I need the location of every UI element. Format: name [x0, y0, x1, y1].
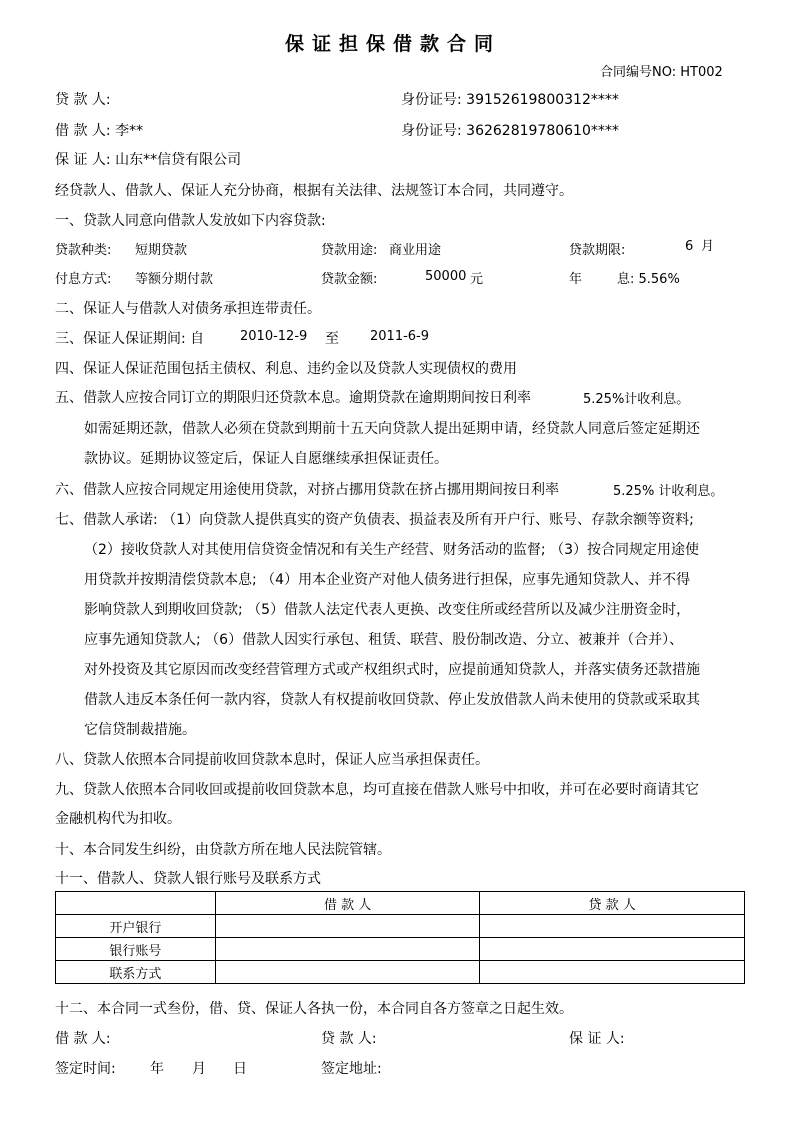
contract-title: 保证担保借款合同: [285, 33, 502, 55]
table-cell[interactable]: [480, 961, 745, 984]
loan-term-label: 贷款期限:: [569, 243, 626, 258]
bank-info-table: [55, 891, 745, 984]
clause-8: 八、贷款人依照本合同提前收回贷款本息时，保证人应当承担保责任。: [55, 752, 489, 768]
pay-method-value: 等额分期付款: [135, 272, 214, 287]
sign-place: 签定地址:: [321, 1061, 382, 1077]
clause-10: 十、本合同发生纠纷，由贷款方所在地人民法院管辖。: [55, 842, 391, 858]
table-cell[interactable]: [480, 938, 745, 961]
loan-type-label: 贷款种类:: [55, 243, 112, 258]
table-row-label: 联系方式: [56, 961, 216, 984]
loan-use-value: 商业用途: [389, 243, 442, 258]
clause-9-line: 金融机构代为扣收。: [55, 811, 181, 827]
sign-borrower: 借 款 人:: [55, 1031, 111, 1047]
clause-5-line-1a: 五、借款人应按合同订立的期限归还贷款本息。逾期贷款在逾期期间按日利率: [55, 390, 531, 406]
lender-id: 身份证号: 39152619800312****: [401, 92, 619, 108]
clause-6b: 5.25% 计收利息。: [613, 484, 724, 499]
pay-method-label: 付息方式:: [55, 272, 112, 287]
loan-type-value: 短期贷款: [135, 243, 188, 258]
clause-11: 十一、借款人、贷款人银行账号及联系方式: [55, 871, 321, 887]
guarantee-start-date: 2010-12-9: [240, 329, 308, 344]
borrower-label: 借 款 人: 李**: [55, 123, 144, 139]
sign-lender: 贷 款 人:: [321, 1031, 377, 1047]
table-cell[interactable]: [215, 915, 480, 938]
table-header-cell: [56, 892, 216, 915]
lender-label: 贷 款 人:: [55, 92, 111, 108]
guarantor-label: 保 证 人: 山东**信贷有限公司: [55, 152, 242, 168]
clause-12: 十二、本合同一式叁份，借、贷、保证人各执一份，本合同自各方签章之日起生效。: [55, 1001, 573, 1017]
table-cell[interactable]: [215, 961, 480, 984]
clause-7-line: 用贷款并按期清偿贷款本息; （4）用本企业资产对他人债务进行担保，应事先通知贷款人、并不得: [84, 572, 691, 588]
clause-5-line-1b: 5.25%计收利息。: [583, 392, 690, 407]
clause-4: 四、保证人保证范围包括主债权、利息、违约金以及贷款人实现债权的费用: [55, 361, 517, 377]
table-row-label: 开户银行: [56, 915, 216, 938]
loan-amount-value: 50000: [425, 269, 467, 284]
table-header-row: [56, 892, 745, 915]
interest-rate-label: 年: [569, 272, 583, 287]
guarantee-end-date: 2011-6-9: [370, 329, 430, 344]
clause-7-line: 七、借款人承诺: （1）向贷款人提供真实的资产负债表、损益表及所有开户行、账号、存款余额等资料;: [55, 512, 694, 528]
table-cell[interactable]: [480, 915, 745, 938]
sign-guarantor: 保 证 人:: [569, 1031, 625, 1047]
borrower-id: 身份证号: 36262819780610****: [401, 123, 619, 139]
clause-6a: 六、借款人应按合同规定用途使用贷款，对挤占挪用贷款在挤占挪用期间按日利率: [55, 482, 559, 498]
table-header-cell: 贷 款 人: [480, 892, 745, 915]
clause-7-line: 借款人违反本条任何一款内容，贷款人有权提前收回贷款、停止发放借款人尚未使用的贷款或采取其: [84, 692, 700, 708]
clause-7-line: （2）接收贷款人对其使用信贷资金情况和有关生产经营、财务活动的监督; （3）按合同规定用途使: [84, 542, 699, 558]
guarantee-to: 至: [325, 331, 339, 347]
clause-1: 一、贷款人同意向借款人发放如下内容贷款:: [55, 213, 326, 229]
table-row: [56, 961, 745, 984]
clause-2: 二、保证人与借款人对债务承担连带责任。: [55, 301, 321, 317]
loan-amount-unit: 元: [470, 272, 484, 287]
sign-month: 月: [192, 1061, 206, 1077]
loan-term-value: 6: [685, 239, 694, 254]
clause-7-line: 它信贷制裁措施。: [84, 722, 196, 738]
table-cell[interactable]: [215, 938, 480, 961]
clause-7-line: 应事先通知贷款人; （6）借款人因实行承包、租赁、联营、股份制改造、分立、被兼并（合并）、: [84, 632, 684, 648]
sign-year: 年: [150, 1061, 164, 1077]
loan-use-label: 贷款用途:: [321, 243, 378, 258]
sign-date-label: 签定时间:: [55, 1061, 116, 1077]
clause-3-prefix: 三、保证人保证期间: 自: [55, 331, 205, 347]
table-header-cell: 借 款 人: [215, 892, 480, 915]
table-row: [56, 915, 745, 938]
clause-7-line: 对外投资及其它原因而改变经营管理方式或产权组织式时，应提前通知贷款人，并落实债务还款措施: [84, 662, 700, 678]
clause-9-line: 九、贷款人依照本合同收回或提前收回贷款本息，均可直接在借款人账号中扣收，并可在必要时商请其它: [55, 782, 699, 798]
interest-rate-value: 息: 5.56%: [617, 272, 680, 287]
loan-amount-label: 贷款金额:: [321, 272, 378, 287]
sign-day: 日: [233, 1061, 247, 1077]
contract-number: 合同编号NO: HT002: [600, 65, 723, 80]
clause-5-line-3: 款协议。延期协议签定后，保证人自愿继续承担保证责任。: [84, 451, 448, 467]
table-row: [56, 938, 745, 961]
clause-5-line-2: 如需延期还款，借款人必须在贷款到期前十五天向贷款人提出延期申请，经贷款人同意后签定延期还: [84, 421, 700, 437]
table-row-label: 银行账号: [56, 938, 216, 961]
intro-paragraph: 经贷款人、借款人、保证人充分协商，根据有关法律、法规签订本合同，共同遵守。: [55, 183, 573, 199]
loan-term-unit: 月: [701, 239, 715, 254]
clause-7-line: 影响贷款人到期收回贷款; （5）借款人法定代表人更换、改变住所或经营所以及减少注册资金时，: [84, 602, 691, 618]
